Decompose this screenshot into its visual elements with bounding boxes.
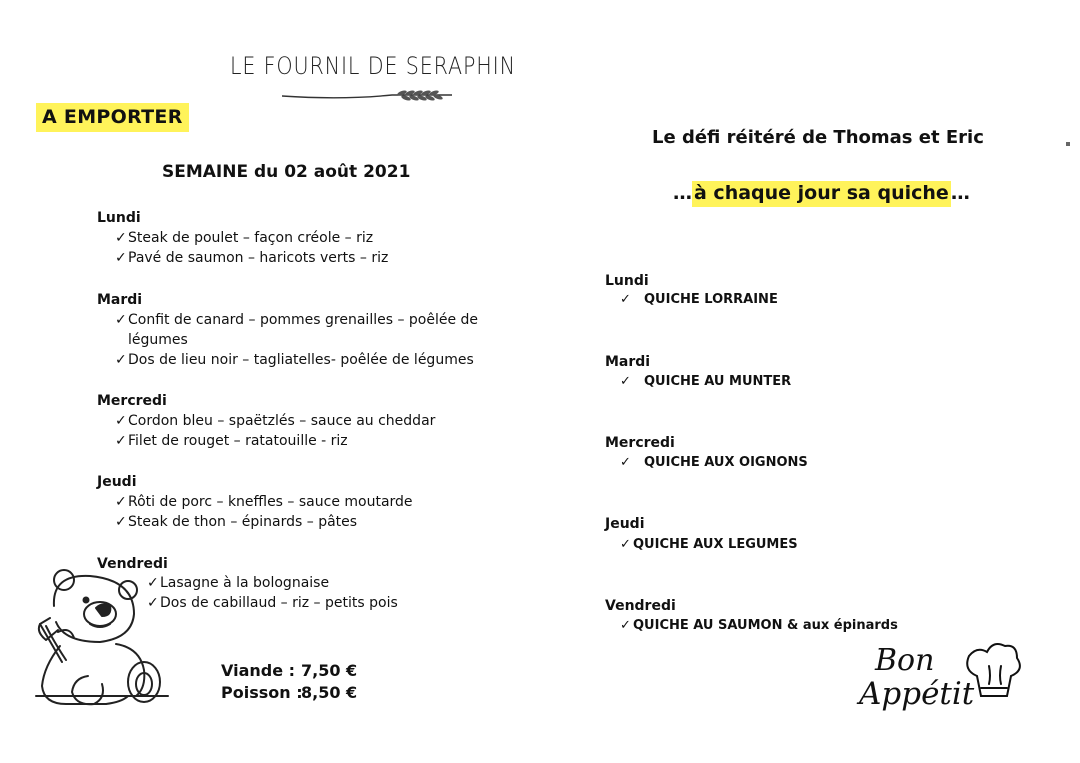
chef-hat-icon <box>967 644 1020 696</box>
check-icon: ✓ <box>620 537 631 552</box>
check-icon: ✓ <box>620 455 631 470</box>
menu-item: ✓Pavé de saumon – haricots verts – riz <box>115 250 389 266</box>
quiche-item: ✓ QUICHE LORRAINE <box>620 292 778 307</box>
scan-mark <box>1066 142 1070 146</box>
quiche-item: ✓ QUICHE AU SAUMON & aux épinards <box>620 618 898 633</box>
price-viande: Viande : 7,50 € <box>221 661 358 680</box>
menu-item: ✓Confit de canard – pommes grenailles – poêlée de <box>115 312 479 328</box>
check-icon: ✓ <box>115 433 127 449</box>
appetit-text: Appétit <box>859 676 975 712</box>
quiche-challenge-title: Le défi réitéré de Thomas et Eric <box>652 127 984 148</box>
menu-item: ✓Steak de thon – épinards – pâtes <box>115 514 358 530</box>
menu-item: ✓Dos de cabillaud – riz – petits pois <box>147 595 398 611</box>
wheat-ear-icon <box>282 88 457 104</box>
check-icon: ✓ <box>147 575 159 591</box>
teddy-bear-icon <box>30 566 170 711</box>
quiche-day-vendredi: Vendredi <box>605 598 676 614</box>
quiche-day-mardi: Mardi <box>605 354 651 370</box>
check-icon: ✓ <box>147 595 159 611</box>
quiche-item: ✓ QUICHE AUX OIGNONS <box>620 455 808 470</box>
price-poisson: Poisson :8,50 € <box>221 683 358 702</box>
menu-item: ✓Rôti de porc – kneffles – sauce moutarde <box>115 494 413 510</box>
check-icon: ✓ <box>620 374 631 389</box>
quiche-item: ✓ QUICHE AU MUNTER <box>620 374 792 389</box>
take-away-badge: A EMPORTER <box>36 103 189 132</box>
check-icon: ✓ <box>115 413 127 429</box>
check-icon: ✓ <box>620 618 631 633</box>
check-icon: ✓ <box>115 312 127 328</box>
logo-title: LE FOURNIL DE SERAPHIN <box>230 52 516 80</box>
bon-text: Bon <box>875 643 935 678</box>
menu-item: ✓Cordon bleu – spaëtzlés – sauce au cheddar <box>115 413 436 429</box>
check-icon: ✓ <box>115 230 127 246</box>
bon-appetit-logo <box>855 636 1025 718</box>
quiche-item: ✓ QUICHE AUX LEGUMES <box>620 537 798 552</box>
check-icon: ✓ <box>115 494 127 510</box>
quiche-day-jeudi: Jeudi <box>605 516 645 532</box>
quiche-slogan: … à chaque jour sa quiche … <box>673 182 970 204</box>
check-icon: ✓ <box>115 250 127 266</box>
menu-item: ✓Filet de rouget – ratatouille - riz <box>115 433 348 449</box>
menu-item: ✓Dos de lieu noir – tagliatelles- poêlée de légumes <box>115 352 474 368</box>
menu-item: ✓Steak de poulet – façon créole – riz <box>115 230 374 246</box>
menu-item: ✓Lasagne à la bolognaise <box>147 575 330 591</box>
day-label-vendredi: Vendredi <box>97 556 168 572</box>
day-label-mardi: Mardi <box>97 292 143 308</box>
quiche-day-lundi: Lundi <box>605 273 649 289</box>
menu-item-continued: légumes <box>128 332 188 348</box>
day-label-jeudi: Jeudi <box>97 474 137 490</box>
week-title: SEMAINE du 02 août 2021 <box>162 162 411 182</box>
day-label-lundi: Lundi <box>97 210 141 226</box>
quiche-day-mercredi: Mercredi <box>605 435 675 451</box>
check-icon: ✓ <box>620 292 631 307</box>
check-icon: ✓ <box>115 514 127 530</box>
day-label-mercredi: Mercredi <box>97 393 167 409</box>
check-icon: ✓ <box>115 352 127 368</box>
